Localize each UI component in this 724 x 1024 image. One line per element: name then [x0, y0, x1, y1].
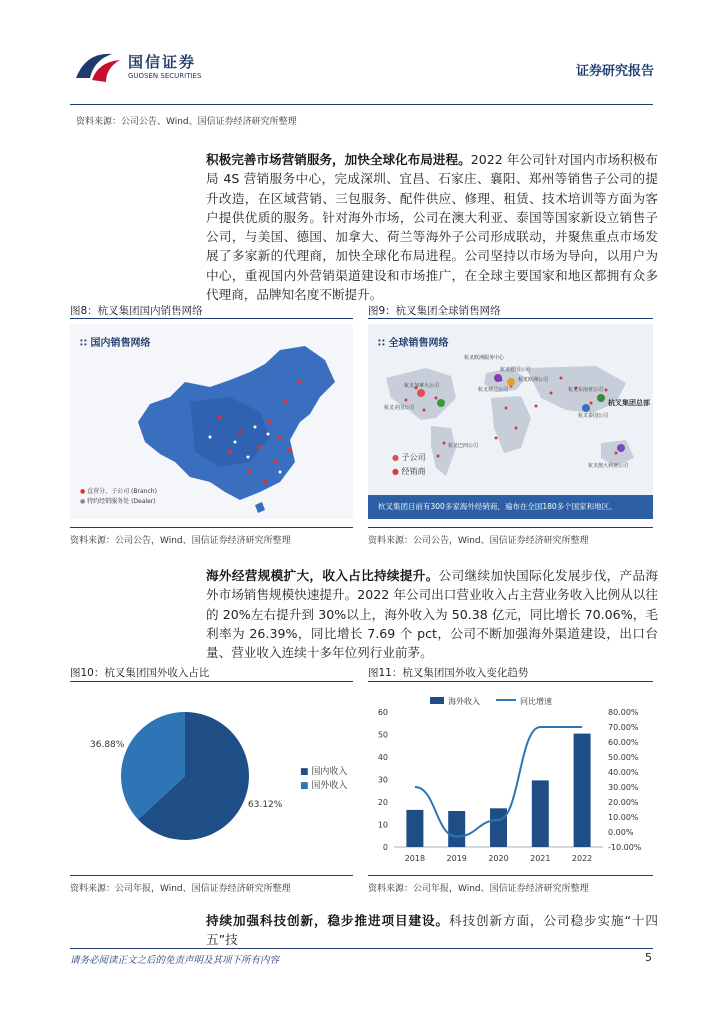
fig9-title-line [368, 318, 653, 319]
world-map-label: 杭叉欧洲公司 [518, 377, 549, 383]
world-map-label: 杭叉德国公司 [500, 367, 531, 373]
paragraph-overseas [206, 566, 658, 662]
legend-swatch-bar [430, 697, 444, 704]
y-tick-left: 40 [377, 753, 388, 762]
china-map-legend-branch: ● 直营分、子公司 (Branch) [80, 488, 157, 495]
overseas-revenue-chart [368, 690, 653, 870]
global-sales-network-map [368, 324, 653, 519]
page-number: 5 [645, 951, 652, 964]
y-tick-right: 70.00% [608, 723, 639, 732]
y-tick-right: 10.00% [608, 813, 639, 822]
y-tick-left: 10 [377, 820, 388, 830]
x-tick: 2018 [404, 854, 426, 863]
x-tick: 2019 [446, 854, 467, 863]
logo-text-cn: 国信证券 [128, 53, 197, 71]
paragraph-tech [206, 911, 658, 950]
revenue-bar [532, 780, 549, 847]
paragraph-overseas-body: 公司继续加快国际化发展步伐，产品海外市场销售规模快速提升。2022 年公司出口营业收入占主营业务收入比例从以往的 20%左右提升到 30%以上，海外收入为 50.38 亿元，同比增长 70.06%，毛利率为 26.39%，同比增长 7.69 个 pct，公司不断加强海外渠道建设，出口台量、营业收入连续十多年位列行业前茅。 [206, 568, 659, 661]
world-map-label: 杭叉欧洲服务中心 [464, 355, 505, 361]
fig9-title: 图9：杭叉集团全球销售网络 [368, 305, 501, 317]
fig8-title-line [70, 318, 353, 319]
footer-divider [70, 948, 653, 949]
x-tick: 2020 [488, 854, 509, 863]
y-tick-left: 60 [377, 708, 388, 717]
world-map-label: 杭叉美国公司 [384, 405, 415, 411]
fig8-source: 资料来源：公司公告，Wind、国信证券经济研究所整理 [70, 536, 291, 546]
paragraph-marketing-body: 2022 年公司针对国内市场积极布局 4S 营销服务中心，完成深圳、宜昌、石家庄、襄阳、郑州等销售子公司的提升改造，在区域营销、三包服务、配件供应、修理、租赁、技术培训等方面为客户提供优质的服务。针对海外市场，公司在澳大利亚、泰国等国家新设立销售子公司，与美国、德国、加拿大、荷兰等海外子公司形成联动，并聚焦重点市场发展了多家新的代理商，加快全球化布局进程。公司坚持以市场为导向，以用户为中心，重视国内外营销渠道建设和市场推广，在全球主要国家和地区都拥有众多代理商，品牌知名度不断提升。 [206, 152, 658, 303]
pie-chart [120, 706, 250, 846]
y-tick-left: 50 [377, 730, 388, 740]
y-tick-right: -10.00% [608, 843, 642, 852]
legend-line-label: 同比增速 [520, 697, 552, 706]
growth-rate-line [415, 727, 582, 837]
fig11-bottom-line [368, 875, 653, 876]
world-map-label: 杭叉荷兰公司 [478, 387, 509, 393]
logo-text-en: GUOSEN SECURITIES [128, 72, 202, 80]
paragraph-tech-body: 科技创新方面，公司稳步实施“十四五”技 [206, 913, 658, 948]
y-tick-left: 20 [377, 798, 388, 807]
paragraph-marketing-lead: 积极完善市场营销服务，加快全球化布局进程。 [206, 152, 471, 167]
logo-emblem-icon [72, 48, 124, 88]
fig8-title: 图8：杭叉集团国内销售网络 [70, 305, 203, 317]
fig10-bottom-line [70, 875, 353, 876]
world-map-label: 杭叉东南亚公司 [568, 387, 604, 393]
fig9-source: 资料来源：公司公告，Wind、国信证券经济研究所整理 [368, 536, 589, 546]
header-divider [70, 104, 653, 105]
paragraph-tech-lead: 持续加强科技创新，稳步推进项目建设。 [206, 913, 449, 928]
report-type-label: 证券研究报告 [575, 64, 654, 79]
legend-bar-label: 海外收入 [448, 697, 480, 706]
world-map-label-hq: 杭叉集团总部 [608, 399, 650, 407]
y-tick-right: 50.00% [608, 753, 639, 762]
revenue-bar [574, 734, 591, 847]
top-source: 资料来源：公司公告、Wind、国信证券经济研究所整理 [76, 117, 297, 127]
y-tick-left: 0 [382, 843, 388, 852]
world-map-label: 杭叉巴西公司 [448, 443, 479, 449]
world-map-legend-subsidiary: ● 子公司 [392, 453, 426, 462]
world-map-heading: ∷ 全球销售网络 [378, 338, 449, 349]
china-map-shape [130, 342, 350, 517]
revenue-bar [490, 808, 507, 847]
world-map-footer: 杭叉集团目前有300多家海外经销商，遍布在全国180多个国家和地区。 [368, 495, 653, 519]
china-map-heading: ∷ 国内销售网络 [80, 338, 151, 349]
fig8-bottom-line [70, 527, 353, 528]
pie-label-overseas: 36.88% [90, 740, 125, 750]
fig10-source: 资料来源：公司年报，Wind、国信证券经济研究所整理 [70, 884, 291, 894]
revenue-bar [448, 811, 465, 847]
world-map-label: 杭叉泰国公司 [578, 413, 609, 419]
fig10-title-line [70, 681, 353, 682]
guosen-logo [72, 48, 202, 88]
y-tick-left: 30 [377, 775, 388, 785]
world-map-label: 杭叉澳大利亚公司 [588, 463, 629, 469]
fig9-bottom-line [368, 527, 653, 528]
fig10-title: 图10：杭叉集团国外收入占比 [70, 667, 210, 679]
pie-legend-domestic: ■ 国内收入 [300, 767, 348, 777]
revenue-bar [406, 810, 423, 847]
world-map-label: 杭叉加拿大公司 [404, 383, 440, 389]
world-map-legend-dealer: ● 经销商 [392, 467, 426, 476]
y-tick-right: 30.00% [608, 783, 639, 792]
y-tick-right: 20.00% [608, 798, 639, 807]
paragraph-overseas-lead: 海外经营规模扩大，收入占比持续提升。 [206, 568, 439, 583]
china-sales-network-map [70, 324, 353, 519]
fig11-source: 资料来源：公司年报，Wind、国信证券经济研究所整理 [368, 884, 589, 894]
y-tick-right: 0.00% [608, 828, 634, 837]
china-map-legend-dealer: ● 特约经销服务处 (Dealer) [80, 498, 156, 505]
pie-legend-overseas: ■ 国外收入 [300, 781, 348, 791]
y-tick-right: 40.00% [608, 768, 639, 777]
y-tick-right: 60.00% [608, 738, 639, 747]
disclaimer-note: 请务必阅读正文之后的免责声明及其项下所有内容 [70, 955, 280, 966]
fig11-title-line [368, 681, 653, 682]
x-tick: 2021 [530, 854, 551, 863]
x-tick: 2022 [571, 854, 593, 863]
paragraph-marketing [206, 150, 658, 304]
fig11-title: 图11：杭叉集团国外收入变化趋势 [368, 667, 529, 679]
pie-label-domestic: 63.12% [248, 800, 283, 810]
y-tick-right: 80.00% [608, 708, 639, 717]
